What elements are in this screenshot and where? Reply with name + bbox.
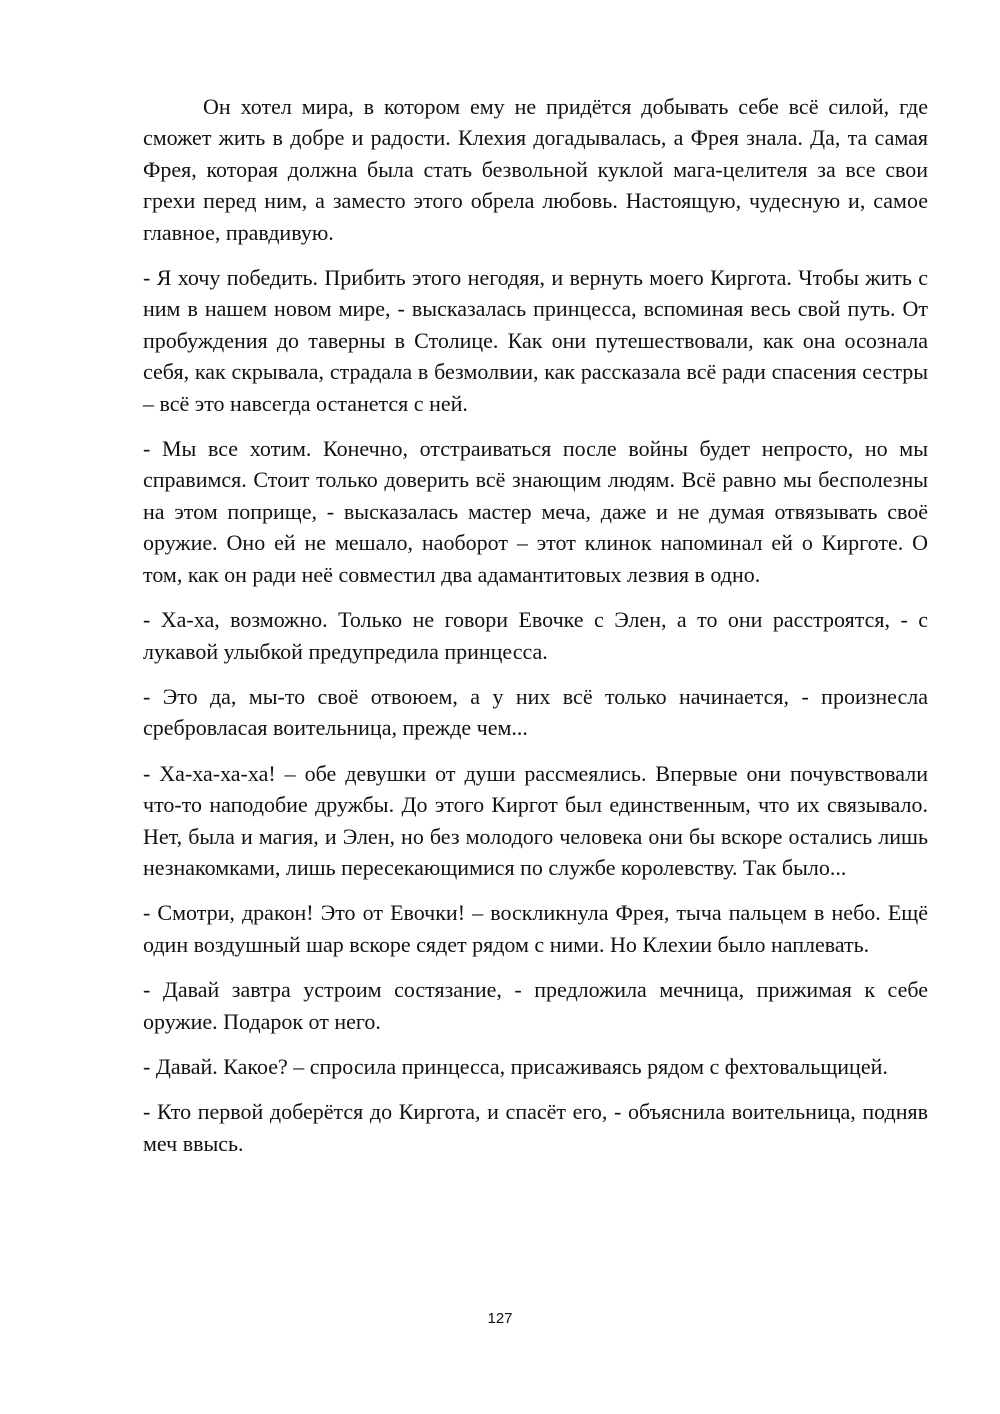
paragraph: - Ха-ха, возможно. Только не говори Евочке с Элен, а то они расстроятся, - с лукавой улыбкой предупредила принцесса. bbox=[143, 607, 928, 664]
paragraph: - Мы все хотим. Конечно, отстраиваться после войны будет непросто, но мы справимся. Стоит только доверить всё знающим людям. Всё равно мы бесполезны на этом поприще, - высказалась мастер меча, даже и не думая отвязывать своё оружие. Оно ей не мешало, наоборот – этот клинок напоминал ей о Кирготе. О том, как он ради неё совместил два адамантитовых лезвия в одно. bbox=[143, 436, 928, 587]
paragraph: - Ха-ха-ха-ха! – обе девушки от души рассмеялись. Впервые они почувствовали что-то наподобие дружбы. До этого Киргот был единственным, что их связывало. Нет, была и магия, и Элен, но без молодого человека они бы вскоре остались лишь незнакомками, лишь пересекающимися по службе королевству. Так было... bbox=[143, 760, 928, 880]
paragraph: - Давай. Какое? – спросила принцесса, присаживаясь рядом с фехтовальщицей. bbox=[143, 1053, 888, 1079]
paragraph: - Кто первой доберётся до Киргота, и спасёт его, - объяснила воительница, подняв меч ввысь. bbox=[143, 1099, 928, 1156]
paragraph: - Смотри, дракон! Это от Евочки! – воскликнула Фрея, тыча пальцем в небо. Ещё один воздушный шар вскоре сядет рядом с ними. Но Клехии было наплевать. bbox=[143, 900, 928, 957]
page-number: 127 bbox=[487, 1310, 513, 1327]
paragraph: - Я хочу победить. Прибить этого негодяя, и вернуть моего Киргота. Чтобы жить с ним в нашем новом мире, - высказалась принцесса, вспоминая весь свой путь. От пробуждения до таверны в Столице. Как они путешествовали, как она осознала себя, как скрывала, страдала в безмолвии, как рассказала всё ради спасения сестры – всё это навсегда останется с ней. bbox=[143, 265, 928, 416]
paragraph: Он хотел мира, в котором ему не придётся добывать себе всё силой, где сможет жить в добре и радости. Клехия догадывалась, а Фрея знала. Да, та самая Фрея, которая должна была стать безвольной куклой мага-целителя за все свои грехи перед ним, а заместо этого обрела любовь. Настоящую, чудесную и, самое главное, правдивую. bbox=[143, 94, 928, 245]
paragraph: - Давай завтра устроим состязание, - предложила мечница, прижимая к себе оружие. Подарок от него. bbox=[143, 977, 928, 1034]
page-text-body bbox=[143, 91, 928, 1173]
paragraph: - Это да, мы-то своё отвоюем, а у них всё только начинается, - произнесла сребровласая воительница, прежде чем... bbox=[143, 683, 928, 741]
